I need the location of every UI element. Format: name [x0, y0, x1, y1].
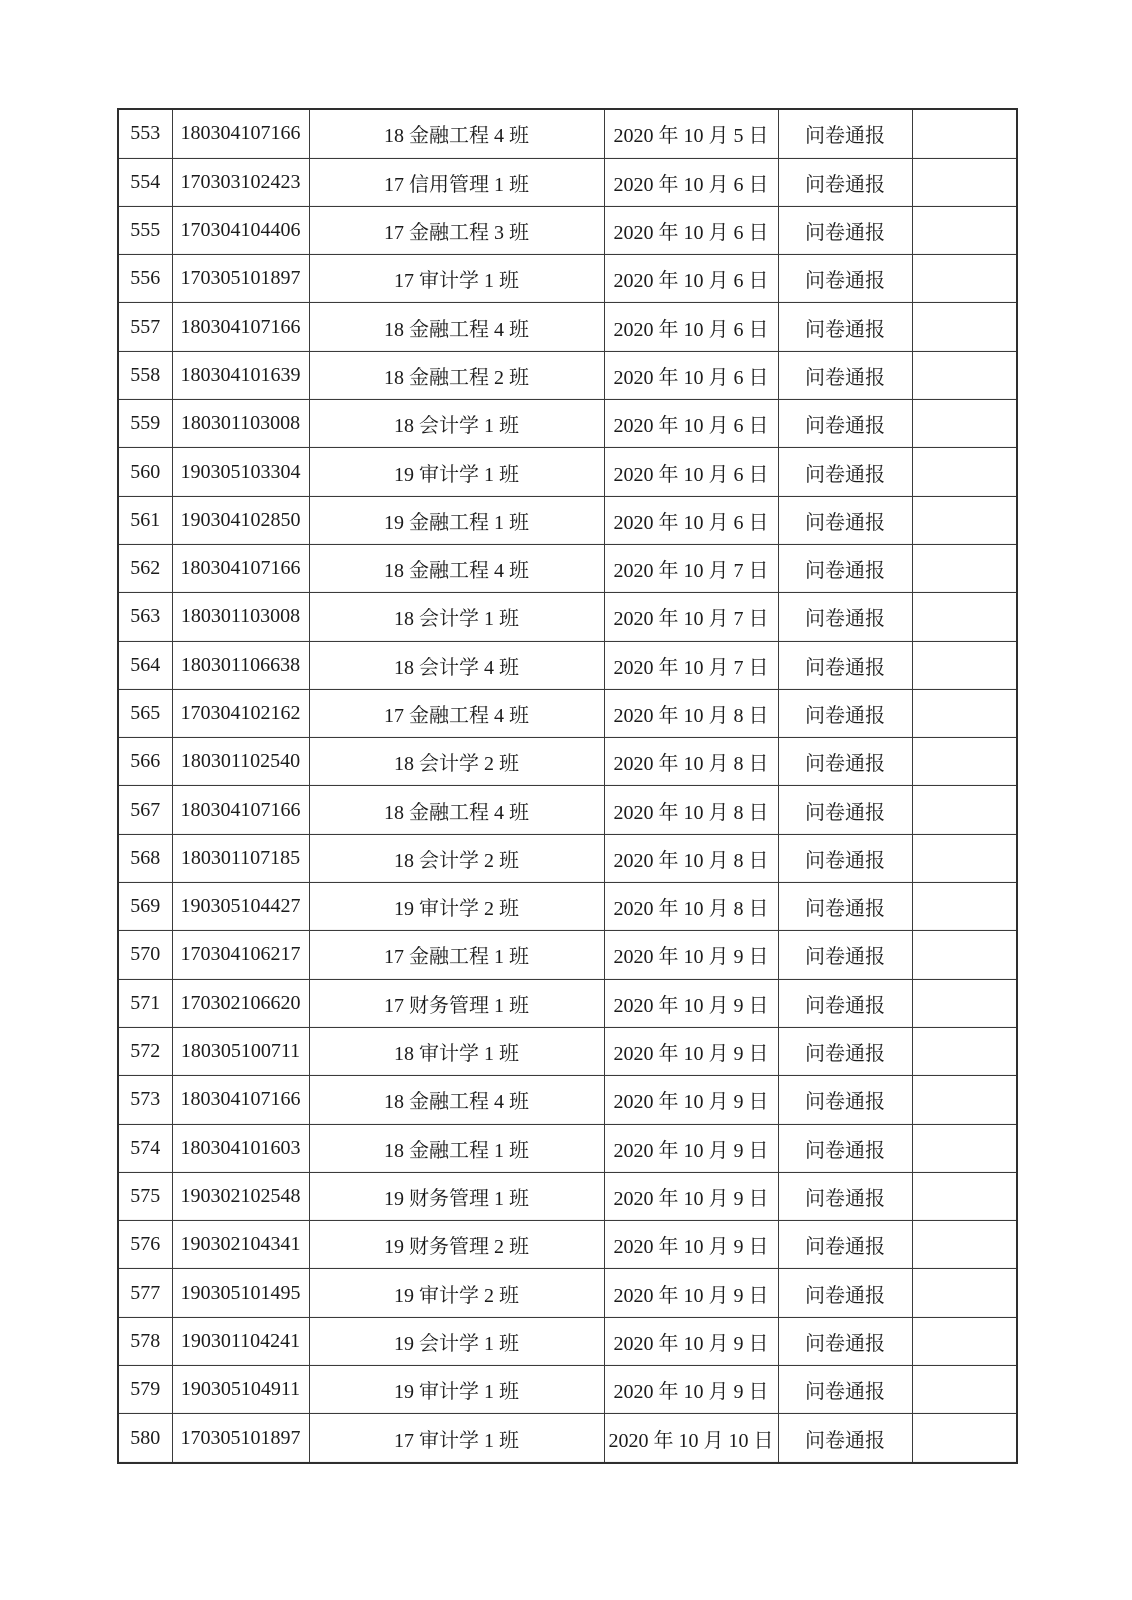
date-cell: 2020 年 10 月 8 日	[604, 883, 778, 931]
report-type-cell: 问卷通报	[778, 496, 912, 544]
date-cell: 2020 年 10 月 6 日	[604, 351, 778, 399]
student-id-cell: 180304101639	[172, 351, 309, 399]
note-cell	[912, 206, 1017, 254]
table-row	[118, 1269, 1017, 1317]
report-type-cell: 问卷通报	[778, 448, 912, 496]
date-cell: 2020 年 10 月 6 日	[604, 400, 778, 448]
date-cell: 2020 年 10 月 9 日	[604, 1076, 778, 1124]
note-cell	[912, 255, 1017, 303]
sequence-number-cell: 568	[118, 834, 172, 882]
date-cell: 2020 年 10 月 9 日	[604, 1366, 778, 1414]
note-cell	[912, 1076, 1017, 1124]
table-row	[118, 1172, 1017, 1220]
report-type-cell: 问卷通报	[778, 1221, 912, 1269]
student-id-cell: 170303102423	[172, 158, 309, 206]
report-type-cell: 问卷通报	[778, 883, 912, 931]
note-cell	[912, 883, 1017, 931]
date-cell: 2020 年 10 月 9 日	[604, 1317, 778, 1365]
date-cell: 2020 年 10 月 9 日	[604, 1221, 778, 1269]
class-name-cell: 19 财务管理 1 班	[309, 1172, 604, 1220]
note-cell	[912, 1414, 1017, 1463]
table-row	[118, 544, 1017, 592]
table-row	[118, 448, 1017, 496]
class-name-cell: 18 审计学 1 班	[309, 1027, 604, 1075]
note-cell	[912, 1221, 1017, 1269]
student-id-cell: 170304102162	[172, 689, 309, 737]
date-cell: 2020 年 10 月 8 日	[604, 689, 778, 737]
table-row	[118, 689, 1017, 737]
date-cell: 2020 年 10 月 5 日	[604, 109, 778, 158]
table-row	[118, 158, 1017, 206]
sequence-number-cell: 553	[118, 109, 172, 158]
table-row	[118, 109, 1017, 158]
table-row	[118, 1076, 1017, 1124]
sequence-number-cell: 565	[118, 689, 172, 737]
sequence-number-cell: 574	[118, 1124, 172, 1172]
sequence-number-cell: 575	[118, 1172, 172, 1220]
table-row	[118, 1027, 1017, 1075]
sequence-number-cell: 579	[118, 1366, 172, 1414]
date-cell: 2020 年 10 月 8 日	[604, 738, 778, 786]
student-id-cell: 190305104427	[172, 883, 309, 931]
date-cell: 2020 年 10 月 9 日	[604, 931, 778, 979]
report-table-body	[118, 109, 1017, 1463]
date-cell: 2020 年 10 月 9 日	[604, 1172, 778, 1220]
note-cell	[912, 1172, 1017, 1220]
student-id-cell: 180301106638	[172, 641, 309, 689]
table-row	[118, 786, 1017, 834]
class-name-cell: 17 审计学 1 班	[309, 255, 604, 303]
class-name-cell: 19 审计学 2 班	[309, 1269, 604, 1317]
table-row	[118, 641, 1017, 689]
note-cell	[912, 1027, 1017, 1075]
class-name-cell: 17 金融工程 3 班	[309, 206, 604, 254]
class-name-cell: 18 金融工程 4 班	[309, 109, 604, 158]
class-name-cell: 17 审计学 1 班	[309, 1414, 604, 1463]
table-row	[118, 593, 1017, 641]
date-cell: 2020 年 10 月 8 日	[604, 834, 778, 882]
table-row	[118, 303, 1017, 351]
report-table	[117, 108, 1018, 1464]
table-row	[118, 1366, 1017, 1414]
sequence-number-cell: 580	[118, 1414, 172, 1463]
class-name-cell: 18 会计学 2 班	[309, 834, 604, 882]
class-name-cell: 18 会计学 1 班	[309, 593, 604, 641]
date-cell: 2020 年 10 月 6 日	[604, 448, 778, 496]
note-cell	[912, 979, 1017, 1027]
note-cell	[912, 1269, 1017, 1317]
sequence-number-cell: 564	[118, 641, 172, 689]
note-cell	[912, 303, 1017, 351]
sequence-number-cell: 559	[118, 400, 172, 448]
report-type-cell: 问卷通报	[778, 1317, 912, 1365]
sequence-number-cell: 557	[118, 303, 172, 351]
sequence-number-cell: 570	[118, 931, 172, 979]
student-id-cell: 180301102540	[172, 738, 309, 786]
note-cell	[912, 931, 1017, 979]
note-cell	[912, 786, 1017, 834]
date-cell: 2020 年 10 月 9 日	[604, 1124, 778, 1172]
note-cell	[912, 544, 1017, 592]
class-name-cell: 17 信用管理 1 班	[309, 158, 604, 206]
note-cell	[912, 641, 1017, 689]
sequence-number-cell: 576	[118, 1221, 172, 1269]
report-type-cell: 问卷通报	[778, 544, 912, 592]
class-name-cell: 17 金融工程 4 班	[309, 689, 604, 737]
student-id-cell: 180304101603	[172, 1124, 309, 1172]
note-cell	[912, 1124, 1017, 1172]
date-cell: 2020 年 10 月 6 日	[604, 158, 778, 206]
class-name-cell: 18 金融工程 4 班	[309, 786, 604, 834]
report-type-cell: 问卷通报	[778, 1269, 912, 1317]
student-id-cell: 180301107185	[172, 834, 309, 882]
class-name-cell: 19 会计学 1 班	[309, 1317, 604, 1365]
class-name-cell: 19 金融工程 1 班	[309, 496, 604, 544]
class-name-cell: 18 金融工程 2 班	[309, 351, 604, 399]
report-type-cell: 问卷通报	[778, 1414, 912, 1463]
sequence-number-cell: 561	[118, 496, 172, 544]
note-cell	[912, 1317, 1017, 1365]
note-cell	[912, 689, 1017, 737]
sequence-number-cell: 555	[118, 206, 172, 254]
report-type-cell: 问卷通报	[778, 738, 912, 786]
student-id-cell: 190305101495	[172, 1269, 309, 1317]
date-cell: 2020 年 10 月 9 日	[604, 1269, 778, 1317]
table-row	[118, 738, 1017, 786]
sequence-number-cell: 578	[118, 1317, 172, 1365]
student-id-cell: 180305100711	[172, 1027, 309, 1075]
report-type-cell: 问卷通报	[778, 1366, 912, 1414]
table-row	[118, 351, 1017, 399]
date-cell: 2020 年 10 月 9 日	[604, 1027, 778, 1075]
table-row	[118, 1414, 1017, 1463]
note-cell	[912, 738, 1017, 786]
note-cell	[912, 109, 1017, 158]
class-name-cell: 17 财务管理 1 班	[309, 979, 604, 1027]
table-row	[118, 400, 1017, 448]
sequence-number-cell: 567	[118, 786, 172, 834]
sequence-number-cell: 569	[118, 883, 172, 931]
report-type-cell: 问卷通报	[778, 1172, 912, 1220]
class-name-cell: 18 金融工程 1 班	[309, 1124, 604, 1172]
date-cell: 2020 年 10 月 6 日	[604, 303, 778, 351]
class-name-cell: 19 财务管理 2 班	[309, 1221, 604, 1269]
student-id-cell: 180304107166	[172, 1076, 309, 1124]
student-id-cell: 180304107166	[172, 303, 309, 351]
student-id-cell: 180304107166	[172, 544, 309, 592]
date-cell: 2020 年 10 月 9 日	[604, 979, 778, 1027]
report-type-cell: 问卷通报	[778, 1124, 912, 1172]
date-cell: 2020 年 10 月 7 日	[604, 593, 778, 641]
report-type-cell: 问卷通报	[778, 1076, 912, 1124]
report-type-cell: 问卷通报	[778, 834, 912, 882]
report-type-cell: 问卷通报	[778, 1027, 912, 1075]
report-type-cell: 问卷通报	[778, 206, 912, 254]
student-id-cell: 190304102850	[172, 496, 309, 544]
class-name-cell: 17 金融工程 1 班	[309, 931, 604, 979]
report-type-cell: 问卷通报	[778, 979, 912, 1027]
report-type-cell: 问卷通报	[778, 641, 912, 689]
table-row	[118, 834, 1017, 882]
sequence-number-cell: 560	[118, 448, 172, 496]
student-id-cell: 180301103008	[172, 593, 309, 641]
class-name-cell: 18 会计学 1 班	[309, 400, 604, 448]
report-type-cell: 问卷通报	[778, 351, 912, 399]
report-type-cell: 问卷通报	[778, 158, 912, 206]
date-cell: 2020 年 10 月 6 日	[604, 496, 778, 544]
note-cell	[912, 1366, 1017, 1414]
note-cell	[912, 351, 1017, 399]
table-row	[118, 1124, 1017, 1172]
date-cell: 2020 年 10 月 6 日	[604, 255, 778, 303]
student-id-cell: 190302102548	[172, 1172, 309, 1220]
student-id-cell: 190305103304	[172, 448, 309, 496]
date-cell: 2020 年 10 月 10 日	[604, 1414, 778, 1463]
sequence-number-cell: 554	[118, 158, 172, 206]
table-row	[118, 206, 1017, 254]
class-name-cell: 19 审计学 1 班	[309, 1366, 604, 1414]
sequence-number-cell: 558	[118, 351, 172, 399]
sequence-number-cell: 566	[118, 738, 172, 786]
student-id-cell: 170305101897	[172, 1414, 309, 1463]
date-cell: 2020 年 10 月 8 日	[604, 786, 778, 834]
report-type-cell: 问卷通报	[778, 786, 912, 834]
class-name-cell: 19 审计学 2 班	[309, 883, 604, 931]
class-name-cell: 19 审计学 1 班	[309, 448, 604, 496]
student-id-cell: 170304106217	[172, 931, 309, 979]
table-row	[118, 1317, 1017, 1365]
report-type-cell: 问卷通报	[778, 303, 912, 351]
sequence-number-cell: 562	[118, 544, 172, 592]
student-id-cell: 190302104341	[172, 1221, 309, 1269]
date-cell: 2020 年 10 月 7 日	[604, 641, 778, 689]
note-cell	[912, 448, 1017, 496]
table-row	[118, 255, 1017, 303]
table-row	[118, 496, 1017, 544]
student-id-cell: 170304104406	[172, 206, 309, 254]
note-cell	[912, 834, 1017, 882]
note-cell	[912, 496, 1017, 544]
date-cell: 2020 年 10 月 7 日	[604, 544, 778, 592]
sequence-number-cell: 577	[118, 1269, 172, 1317]
sequence-number-cell: 573	[118, 1076, 172, 1124]
class-name-cell: 18 金融工程 4 班	[309, 544, 604, 592]
student-id-cell: 170302106620	[172, 979, 309, 1027]
sequence-number-cell: 563	[118, 593, 172, 641]
note-cell	[912, 593, 1017, 641]
table-row	[118, 883, 1017, 931]
class-name-cell: 18 金融工程 4 班	[309, 1076, 604, 1124]
student-id-cell: 190305104911	[172, 1366, 309, 1414]
note-cell	[912, 158, 1017, 206]
student-id-cell: 170305101897	[172, 255, 309, 303]
student-id-cell: 180304107166	[172, 109, 309, 158]
class-name-cell: 18 会计学 2 班	[309, 738, 604, 786]
student-id-cell: 180304107166	[172, 786, 309, 834]
class-name-cell: 18 会计学 4 班	[309, 641, 604, 689]
sequence-number-cell: 572	[118, 1027, 172, 1075]
table-row	[118, 979, 1017, 1027]
note-cell	[912, 400, 1017, 448]
report-type-cell: 问卷通报	[778, 400, 912, 448]
class-name-cell: 18 金融工程 4 班	[309, 303, 604, 351]
sequence-number-cell: 556	[118, 255, 172, 303]
sequence-number-cell: 571	[118, 979, 172, 1027]
report-type-cell: 问卷通报	[778, 931, 912, 979]
table-row	[118, 1221, 1017, 1269]
date-cell: 2020 年 10 月 6 日	[604, 206, 778, 254]
report-type-cell: 问卷通报	[778, 255, 912, 303]
report-type-cell: 问卷通报	[778, 689, 912, 737]
student-id-cell: 190301104241	[172, 1317, 309, 1365]
table-row	[118, 931, 1017, 979]
report-type-cell: 问卷通报	[778, 109, 912, 158]
student-id-cell: 180301103008	[172, 400, 309, 448]
report-type-cell: 问卷通报	[778, 593, 912, 641]
